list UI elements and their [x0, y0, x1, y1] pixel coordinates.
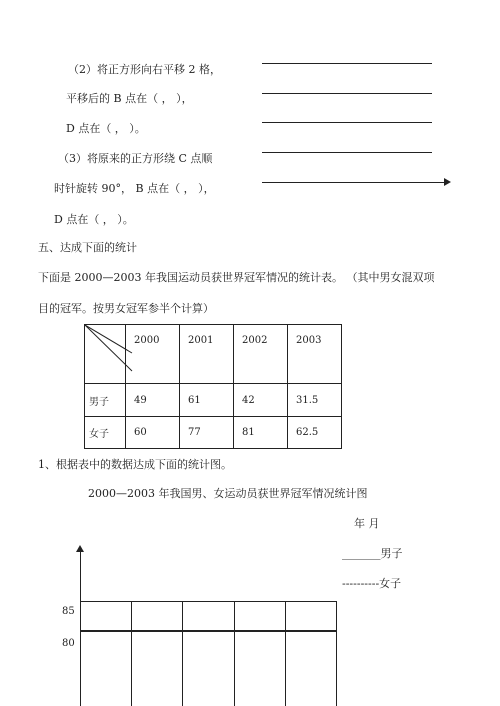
diagonal-lines	[85, 325, 133, 384]
y-tick-80: 80	[62, 638, 75, 649]
grid-column-line	[131, 601, 132, 706]
x-axis-arrow-icon	[444, 178, 451, 186]
section-heading: 五、达成下面的统计	[38, 241, 137, 254]
grid-column-line	[182, 601, 183, 706]
task-instruction: 1、根据表中的数据达成下面的统计图。	[38, 458, 232, 471]
q2-line1: （2）将正方形向右平移 2 格，	[68, 63, 221, 76]
q2-line2: 平移后的 B 点在（ ， ），	[66, 92, 193, 105]
table-cell: 61	[180, 384, 234, 417]
table-cell: 49	[126, 384, 180, 417]
table-row	[85, 384, 342, 417]
year-header: 2003	[288, 325, 342, 384]
year-header: 2002	[234, 325, 288, 384]
date-label: 年 月	[354, 517, 380, 530]
row-label: 男子	[85, 384, 126, 417]
chart-title: 2000—2003 年我国男、女运动员获世界冠军情况统计图	[88, 487, 368, 500]
stats-table	[84, 324, 342, 449]
q2-line3: D 点在（ ， ）。	[66, 122, 146, 135]
q3-line1: （3）将原来的正方形绕 C 点顺	[58, 152, 213, 165]
grid-column-line	[336, 601, 337, 706]
x-axis-line	[262, 182, 446, 183]
q3-line2: 时针旋转 90°， B 点在（ ， ），	[54, 182, 215, 195]
intro-line2: 目的冠军。按男女冠军参半个计算）	[38, 302, 214, 315]
legend-female: ----------女子	[342, 577, 402, 590]
y-tick-85: 85	[62, 606, 75, 617]
intro-line1: 下面是 2000—2003 年我国运动员获世界冠军情况的统计表。 （其中男女混双项	[38, 271, 435, 284]
grid-column-line	[285, 601, 286, 706]
table-cell: 62.5	[288, 417, 342, 449]
q3-line3: D 点在（ ， ）。	[54, 213, 134, 226]
grid-column-line	[234, 601, 235, 706]
legend-male: _______男子	[342, 547, 403, 560]
table-cell: 31.5	[288, 384, 342, 417]
table-row	[85, 417, 342, 449]
grid-line-4	[262, 152, 432, 153]
table-cell: 42	[234, 384, 288, 417]
diagonal-header-cell	[85, 325, 126, 384]
table-cell: 81	[234, 417, 288, 449]
grid-line-80	[80, 630, 337, 632]
year-header: 2000	[126, 325, 180, 384]
grid-line-1	[262, 63, 432, 64]
grid-line-3	[262, 122, 432, 123]
row-label: 女子	[85, 417, 126, 449]
table-header-row	[85, 325, 342, 384]
year-header: 2001	[180, 325, 234, 384]
y-axis-line	[80, 550, 81, 706]
table-cell: 60	[126, 417, 180, 449]
grid-line-85-top	[80, 601, 337, 602]
table-cell: 77	[180, 417, 234, 449]
grid-line-2	[262, 93, 432, 94]
